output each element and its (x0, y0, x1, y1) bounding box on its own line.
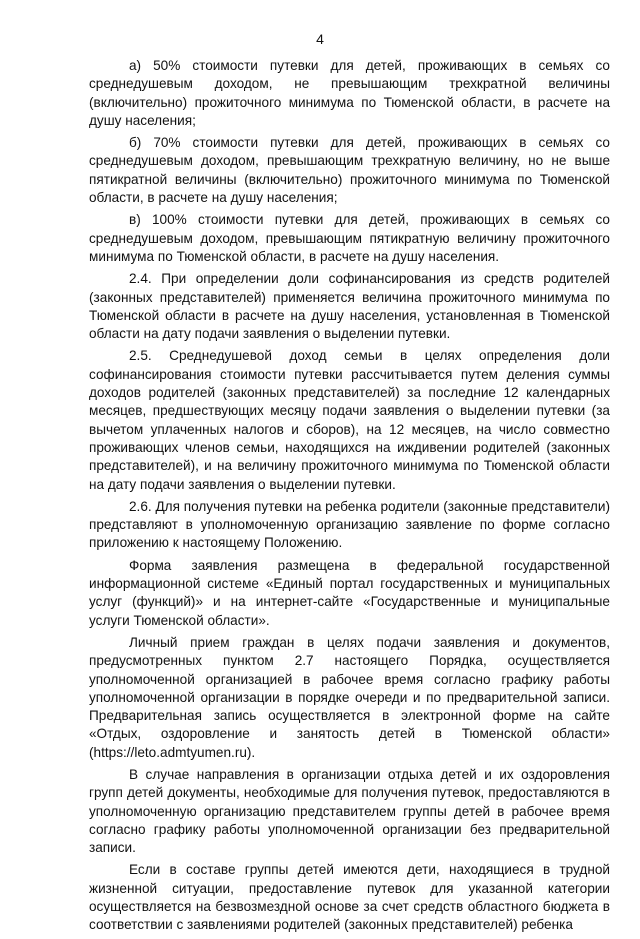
paragraph-2-3-b: б) 70% стоимости путевки для детей, проживающих в семьях со среднедушевым доходом, превышающим трехкратную величину, но не выше пятикратной величины (включительно) прожиточного минимума по Тюменской области, в расчете на душу населения; (89, 135, 610, 206)
paragraph-2-3-c: в) 100% стоимости путевки для детей, проживающих в семьях со среднедушевым доходом, превышающим пятикратную величину прожиточного минимума по Тюменской области, в расчете на душу населения. (89, 212, 610, 264)
paragraph-2-3-a: а) 50% стоимости путевки для детей, проживающих в семьях со среднедушевым доходом, не превышающим трехкратной величины (включительно) прожиточного минимума по Тюменской области, в расчете на душу населения; (89, 58, 610, 128)
paragraph-difficult-situation: Если в составе группы детей имеются дети, находящиеся в трудной жизненной ситуации, предоставление путевок для указанной категории осуществляется на безвозмездной основе за счет средств областного бюджета в соответствии с заявлениями родителей (законных представителей) ребенка (89, 862, 610, 933)
paragraph-form-placement: Форма заявления размещена в федеральной государственной информационной системе «Единый портал государственных и муниципальных услуг (функций)» и на интернет-сайте «Государственные и муниципальные услуги Тюменской области». (89, 557, 610, 628)
document-body (89, 57, 610, 939)
paragraph-personal-reception: Личный прием граждан в целях подачи заявления и документов, предусмотренных пунктом 2.7 настоящего Порядка, осуществляется уполномоченной организацией в рабочее время согласно графику работы уполномоченной организации в порядке очереди и по предварительной записи. Предварительная запись осуществляется в электронной форме на сайте «Отдых, оздоровление и занятость детей в Тюменской области» (https://leto.admtyumen.ru). (89, 634, 610, 760)
paragraph-2-5: 2.5. Среднедушевой доход семьи в целях определения доли софинансирования стоимости путевки рассчитывается путем деления суммы доходов родителей (законных представителей) за последние 12 календарных месяцев, предшествующих месяцу подачи заявления о выделении путевки (за вычетом уплаченных налогов и сборов), на 12 месяцев, на число совместно проживающих членов семьи, находящихся на иждивении родителей (законных представителей), и на величину прожиточного минимума по Тюменской области на дату подачи заявления о выделении путевки. (89, 348, 610, 492)
paragraph-2-6: 2.6. Для получения путевки на ребенка родители (законные представители) представляют в уполномоченную организацию заявление по форме согласно приложению к настоящему Положению. (89, 498, 610, 551)
paragraph-2-4: 2.4. При определении доли софинансирования из средств родителей (законных представителей) применяется величина прожиточного минимума по Тюменской области в расчете на душу населения, установленная в Тюменской области на дату подачи заявления о выделении путевки. (89, 271, 610, 342)
page-number: 4 (316, 31, 324, 47)
paragraph-group-documents: В случае направления в организации отдыха детей и их оздоровления групп детей документы, необходимые для получения путевок, предоставляются в уполномоченную организацию представителем группы детей в рабочее время согласно графику работы уполномоченной организации без предварительной записи. (89, 766, 610, 856)
